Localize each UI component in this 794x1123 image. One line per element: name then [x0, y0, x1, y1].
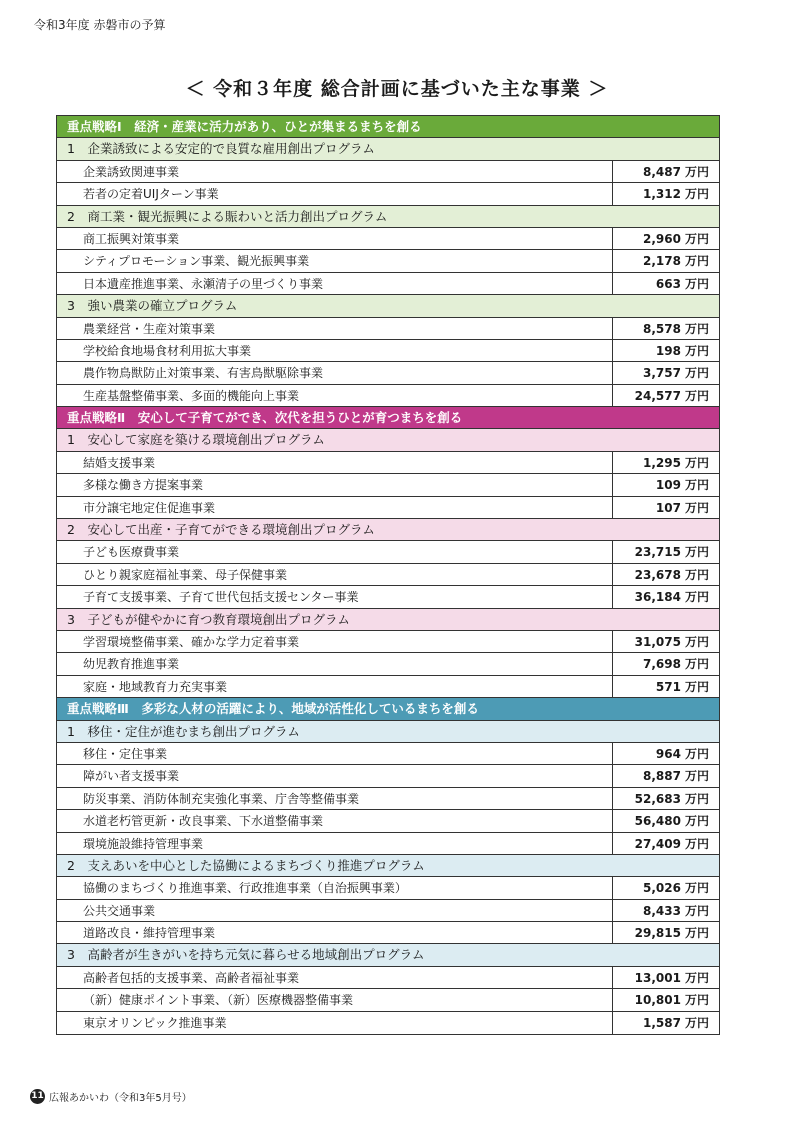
amount-unit: 万円: [684, 590, 709, 605]
item-name: シティプロモーション事業、観光振興事業: [57, 250, 613, 271]
program-row: 1 安心して家庭を築ける環境創出プログラム: [57, 429, 719, 451]
amount-value: 964: [655, 746, 681, 761]
amount-value: 2,178: [643, 254, 681, 269]
page-number-badge: 11: [30, 1089, 45, 1104]
item-amount: [613, 161, 719, 182]
item-amount: [613, 631, 719, 652]
item-amount: [613, 765, 719, 786]
amount-value: 3,757: [643, 366, 681, 381]
amount-unit: 万円: [684, 881, 709, 896]
table-row: [57, 273, 719, 295]
amount-unit: 万円: [684, 366, 709, 381]
item-amount: [613, 676, 719, 697]
table-row: [57, 474, 719, 496]
amount-value: 5,026: [643, 881, 681, 896]
item-name: 道路改良・維持管理事業: [57, 922, 613, 943]
item-amount: [613, 385, 719, 406]
amount-unit: 万円: [684, 321, 709, 336]
page-title: ＜ 令和３年度 総合計画に基づいた主な事業 ＞: [185, 78, 609, 100]
program-row: 1 企業誘致による安定的で良質な雇用創出プログラム: [57, 138, 719, 160]
amount-value: 52,683: [634, 791, 681, 806]
item-amount: [613, 989, 719, 1010]
item-amount: [613, 810, 719, 831]
table-row: [57, 318, 719, 340]
amount-unit: 万円: [684, 1015, 709, 1030]
amount-unit: 万円: [684, 455, 709, 470]
amount-unit: 万円: [684, 187, 709, 202]
item-name: 公共交通事業: [57, 900, 613, 921]
item-amount: [613, 318, 719, 339]
amount-unit: 万円: [684, 679, 709, 694]
table-row: [57, 183, 719, 205]
amount-unit: 万円: [684, 545, 709, 560]
item-name: 農業経営・生産対策事業: [57, 318, 613, 339]
amount-unit: 万円: [684, 276, 709, 291]
amount-unit: 万円: [684, 769, 709, 784]
table-row: [57, 653, 719, 675]
item-amount: [613, 833, 719, 854]
amount-value: 8,887: [643, 769, 681, 784]
amount-unit: 万円: [684, 231, 709, 246]
amount-value: 107: [655, 500, 681, 515]
item-name: 協働のまちづくり推進事業、行政推進事業（自治振興事業）: [57, 877, 613, 898]
amount-unit: 万円: [684, 500, 709, 515]
item-name: 市分譲宅地定住促進事業: [57, 497, 613, 518]
footer: [30, 1089, 192, 1104]
item-name: 家庭・地域教育力充実事業: [57, 676, 613, 697]
item-name: 移住・定住事業: [57, 743, 613, 764]
amount-value: 23,715: [634, 545, 681, 560]
amount-value: 56,480: [634, 814, 681, 829]
table-row: [57, 362, 719, 384]
amount-value: 13,001: [634, 970, 681, 985]
amount-unit: 万円: [684, 254, 709, 269]
table-row: [57, 452, 719, 474]
item-amount: [613, 183, 719, 204]
table-row: [57, 922, 719, 944]
amount-unit: 万円: [684, 903, 709, 918]
table-row: [57, 228, 719, 250]
table-row: [57, 788, 719, 810]
item-amount: [613, 564, 719, 585]
table-row: [57, 877, 719, 899]
table-row: [57, 743, 719, 765]
item-amount: [613, 967, 719, 988]
table-row: [57, 631, 719, 653]
item-name: 子育て支援事業、子育て世代包括支援センター事業: [57, 586, 613, 607]
item-name: 若者の定着UIJターン事業: [57, 183, 613, 204]
program-row: 3 強い農業の確立プログラム: [57, 295, 719, 317]
amount-value: 7,698: [643, 657, 681, 672]
table-row: [57, 385, 719, 407]
amount-unit: 万円: [684, 164, 709, 179]
table-row: [57, 810, 719, 832]
item-name: 生産基盤整備事業、多面的機能向上事業: [57, 385, 613, 406]
amount-value: 36,184: [634, 590, 681, 605]
item-amount: [613, 250, 719, 271]
program-row: 3 高齢者が生きがいを持ち元気に暮らせる地域創出プログラム: [57, 944, 719, 966]
item-name: 子ども医療費事業: [57, 541, 613, 562]
table-row: [57, 833, 719, 855]
budget-table: [56, 115, 720, 1035]
program-row: 3 子どもが健やかに育つ教育環境創出プログラム: [57, 609, 719, 631]
item-amount: [613, 877, 719, 898]
item-name: （新）健康ポイント事業、（新）医療機器整備事業: [57, 989, 613, 1010]
item-name: 商工振興対策事業: [57, 228, 613, 249]
amount-unit: 万円: [684, 567, 709, 582]
item-name: 東京オリンピック推進事業: [57, 1012, 613, 1034]
amount-value: 1,312: [643, 187, 681, 202]
amount-value: 27,409: [634, 836, 681, 851]
item-amount: [613, 273, 719, 294]
program-row: 1 移住・定住が進むまち創出プログラム: [57, 721, 719, 743]
amount-value: 1,295: [643, 455, 681, 470]
item-name: 多様な働き方提案事業: [57, 474, 613, 495]
amount-value: 1,587: [643, 1015, 681, 1030]
program-row: 2 商工業・観光振興による賑わいと活力創出プログラム: [57, 206, 719, 228]
item-name: 学習環境整備事業、確かな学力定着事業: [57, 631, 613, 652]
item-name: 環境施設維持管理事業: [57, 833, 613, 854]
item-amount: [613, 922, 719, 943]
amount-value: 109: [655, 478, 681, 493]
item-name: 高齢者包括的支援事業、高齢者福祉事業: [57, 967, 613, 988]
amount-unit: 万円: [684, 926, 709, 941]
item-amount: [613, 228, 719, 249]
item-name: 学校給食地場食材利用拡大事業: [57, 340, 613, 361]
amount-value: 24,577: [634, 388, 681, 403]
amount-value: 29,815: [634, 926, 681, 941]
amount-unit: 万円: [684, 836, 709, 851]
item-amount: [613, 452, 719, 473]
strategy-row: 重点戦略Ⅲ 多彩な人材の活躍により、地域が活性化しているまちを創る: [57, 698, 719, 720]
table-row: [57, 967, 719, 989]
table-row: [57, 497, 719, 519]
amount-value: 8,433: [643, 903, 681, 918]
amount-value: 571: [655, 679, 681, 694]
item-amount: [613, 900, 719, 921]
item-amount: [613, 340, 719, 361]
program-row: 2 安心して出産・子育てができる環境創出プログラム: [57, 519, 719, 541]
item-name: 日本遺産推進事業、永瀬清子の里づくり事業: [57, 273, 613, 294]
item-name: 障がい者支援事業: [57, 765, 613, 786]
footer-text: 広報あかいわ（令和3年5月号）: [49, 1093, 192, 1104]
amount-unit: 万円: [684, 388, 709, 403]
item-amount: [613, 653, 719, 674]
item-name: 防災事業、消防体制充実強化事業、庁舎等整備事業: [57, 788, 613, 809]
item-amount: [613, 497, 719, 518]
table-row: [57, 541, 719, 563]
item-name: 結婚支援事業: [57, 452, 613, 473]
table-row: [57, 989, 719, 1011]
table-row: [57, 250, 719, 272]
item-amount: [613, 586, 719, 607]
amount-value: 198: [655, 343, 681, 358]
table-row: [57, 676, 719, 698]
table-row: [57, 161, 719, 183]
amount-unit: 万円: [684, 814, 709, 829]
item-name: 農作物鳥獣防止対策事業、有害鳥獣駆除事業: [57, 362, 613, 383]
strategy-row: 重点戦略Ⅱ 安心して子育てができ、次代を担うひとが育つまちを創る: [57, 407, 719, 429]
item-amount: [613, 362, 719, 383]
amount-unit: 万円: [684, 343, 709, 358]
amount-unit: 万円: [684, 634, 709, 649]
amount-value: 23,678: [634, 567, 681, 582]
item-amount: [613, 541, 719, 562]
amount-unit: 万円: [684, 970, 709, 985]
table-row: [57, 1012, 719, 1034]
amount-unit: 万円: [684, 657, 709, 672]
table-row: [57, 564, 719, 586]
amount-value: 8,578: [643, 321, 681, 336]
table-row: [57, 765, 719, 787]
item-name: 企業誘致関連事業: [57, 161, 613, 182]
table-row: [57, 340, 719, 362]
item-name: 水道老朽管更新・改良事業、下水道整備事業: [57, 810, 613, 831]
amount-unit: 万円: [684, 746, 709, 761]
amount-unit: 万円: [684, 478, 709, 493]
amount-unit: 万円: [684, 791, 709, 806]
strategy-row: 重点戦略Ⅰ 経済・産業に活力があり、ひとが集まるまちを創る: [57, 116, 719, 138]
amount-value: 31,075: [634, 634, 681, 649]
item-name: 幼児教育推進事業: [57, 653, 613, 674]
amount-unit: 万円: [684, 993, 709, 1008]
amount-value: 663: [655, 276, 681, 291]
item-name: ひとり親家庭福祉事業、母子保健事業: [57, 564, 613, 585]
amount-value: 10,801: [634, 993, 681, 1008]
amount-value: 8,487: [643, 164, 681, 179]
amount-value: 2,960: [643, 231, 681, 246]
table-row: [57, 586, 719, 608]
item-amount: [613, 474, 719, 495]
program-row: 2 支えあいを中心とした協働によるまちづくり推進プログラム: [57, 855, 719, 877]
table-row: [57, 900, 719, 922]
item-amount: [613, 1012, 719, 1034]
item-amount: [613, 743, 719, 764]
header-label: 令和3年度 赤磐市の予算: [34, 18, 166, 32]
item-amount: [613, 788, 719, 809]
